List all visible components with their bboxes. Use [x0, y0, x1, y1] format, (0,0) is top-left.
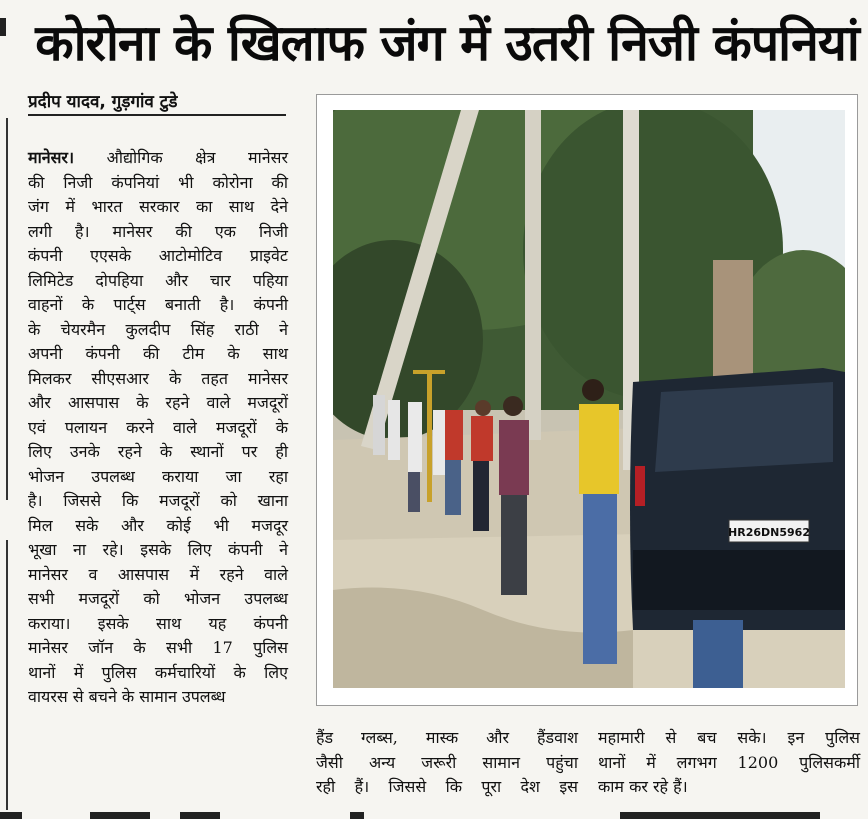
article-column-1 — [28, 146, 288, 710]
license-plate: HR26DN5962 — [728, 526, 810, 539]
article-line: जैसी अन्य जरूरी सामान पहुंचा — [316, 752, 578, 772]
article-line: लिमिटेड दोपहिया और चार पहिया — [28, 270, 288, 290]
article-line: मिलकर सीएसआर के तहत मानेसर — [28, 368, 288, 388]
article-line: थानों में पुलिस कर्मचारियों के लिए — [28, 662, 288, 682]
article-line: कंपनी एएसके आटोमोटिव प्राइवेट — [28, 246, 288, 265]
article-column-3 — [598, 726, 860, 800]
article-column-2 — [316, 726, 578, 800]
article-line: की निजी कंपनियां भी कोरोना की — [28, 172, 288, 192]
article-line: वायरस से बचने के सामान उपलब्ध — [28, 687, 226, 706]
article-line: हैंड ग्लब्स, मास्क और हैंडवाश — [316, 728, 578, 747]
byline-rule — [28, 114, 286, 116]
article-line: कराया। इसके साथ यह कंपनी — [28, 613, 288, 633]
article-line: जंग में भारत सरकार का साथ देने — [28, 197, 288, 216]
news-photo — [333, 110, 845, 688]
article-line: थानों में लगभग 1200 पुलिसकर्मी — [598, 752, 860, 772]
article-line: वाहनों के पार्ट्स बनाती है। कंपनी — [28, 295, 288, 314]
left-edge-mark — [0, 18, 6, 36]
article-line: सभी मजदूरों को भोजन उपलब्ध — [28, 589, 288, 608]
article-line: है। जिससे कि मजदूरों को खाना — [28, 491, 288, 510]
byline: प्रदीप यादव, गुड़गांव टुडे — [28, 92, 178, 112]
article-line: मानेसर। औद्योगिक क्षेत्र मानेसर — [28, 148, 288, 167]
article-line: भूखा ना रहे। इसके लिए कंपनी ने — [28, 540, 288, 559]
article-line: मानेसर व आसपास में रहने वाले — [28, 564, 288, 584]
headline: कोरोना के खिलाफ जंग में उतरी निजी कंपनियां — [35, 14, 859, 72]
cropped-next-headline — [0, 806, 868, 819]
article-line: मानेसर जॉन के सभी 17 पुलिस — [28, 638, 288, 657]
column-divider-rule — [6, 118, 8, 500]
article-line: एवं पलायन करने वाले मजदूरों के — [28, 417, 288, 437]
article-line: रही हैं। जिससे कि पूरा देश इस — [316, 777, 578, 796]
article-line: लिए उनके रहने के स्थानों पर ही — [28, 442, 288, 461]
article-line: महामारी से बच सके। इन पुलिस — [598, 728, 860, 747]
article-line: भोजन उपलब्ध कराया जा रहा — [28, 466, 288, 486]
article-line: अपनी कंपनी की टीम के साथ — [28, 344, 288, 363]
article-line: लगी है। मानेसर की एक निजी — [28, 221, 288, 241]
article-line: के चेयरमैन कुलदीप सिंह राठी ने — [28, 319, 288, 339]
dateline: मानेसर। — [28, 148, 75, 167]
column-divider-rule — [6, 540, 8, 810]
article-line: मिल सके और कोई भी मजदूर — [28, 515, 288, 535]
article-line: और आसपास के रहने वाले मजदूरों — [28, 393, 288, 412]
article-line: काम कर रहे हैं। — [598, 777, 688, 796]
